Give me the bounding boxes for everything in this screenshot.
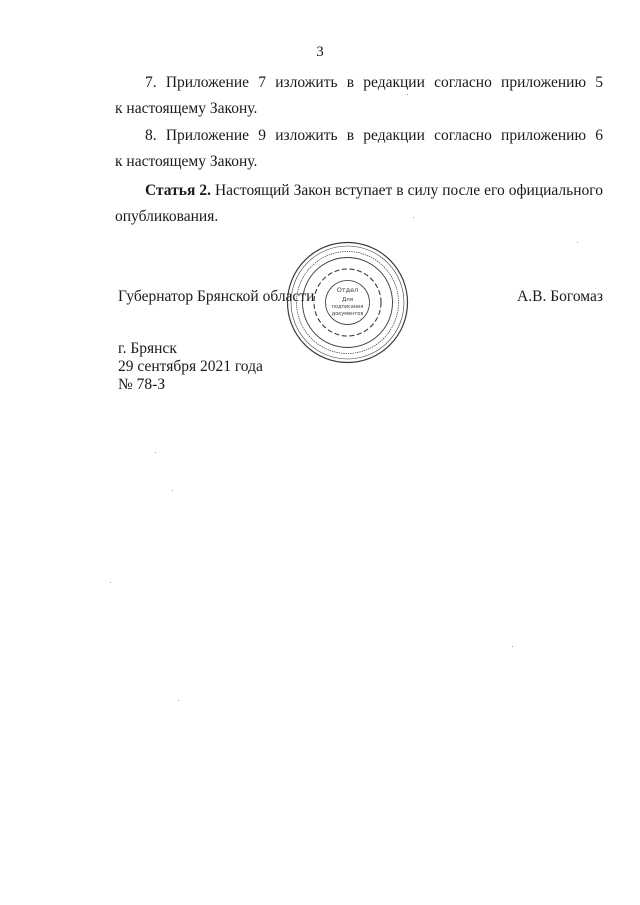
place-date-block [118,340,263,394]
item-7-line2: к настоящему Закону. [115,100,258,117]
scan-speck [512,646,513,647]
city: г. Брянск [118,340,177,357]
article-label: Статья 2. [145,182,211,199]
signatory-name: А.В. Богомаз [517,288,603,305]
scan-speck [178,700,179,701]
article-text-line1: Настоящий Закон вступает в силу после его официального [210,182,604,199]
scan-speck [172,490,173,491]
article-2-line2: опубликования. [115,208,219,225]
scan-speck [577,242,578,243]
scan-speck [413,217,414,218]
item-8-paragraph [115,123,603,175]
item-8-line1: 8. Приложение 9 изложить в редакции согласно приложению 6 [145,127,603,144]
stamp-center-line-3: подписания [331,304,364,310]
signing-date: 29 сентября 2021 года [118,358,263,375]
scan-speck [110,582,111,583]
item-7-line1: 7. Приложение 7 изложить в редакции согласно приложению 5 [145,74,603,91]
scan-speck [155,452,156,453]
page-number: 3 [316,44,324,60]
stamp-center-line-4: документов [331,311,364,317]
article-2-paragraph [115,178,603,230]
article-2-line1 [115,178,603,204]
official-seal-stamp [285,240,410,365]
law-number: № 78-З [118,376,166,393]
stamp-center-line-2: Для [341,297,354,303]
item-7-paragraph [115,70,603,122]
scan-speck [407,94,408,95]
signatory-title: Губернатор Брянской области [118,288,315,305]
item-8-line2: к настоящему Закону. [115,153,258,170]
stamp-center-line-1: Отдел [336,286,359,294]
